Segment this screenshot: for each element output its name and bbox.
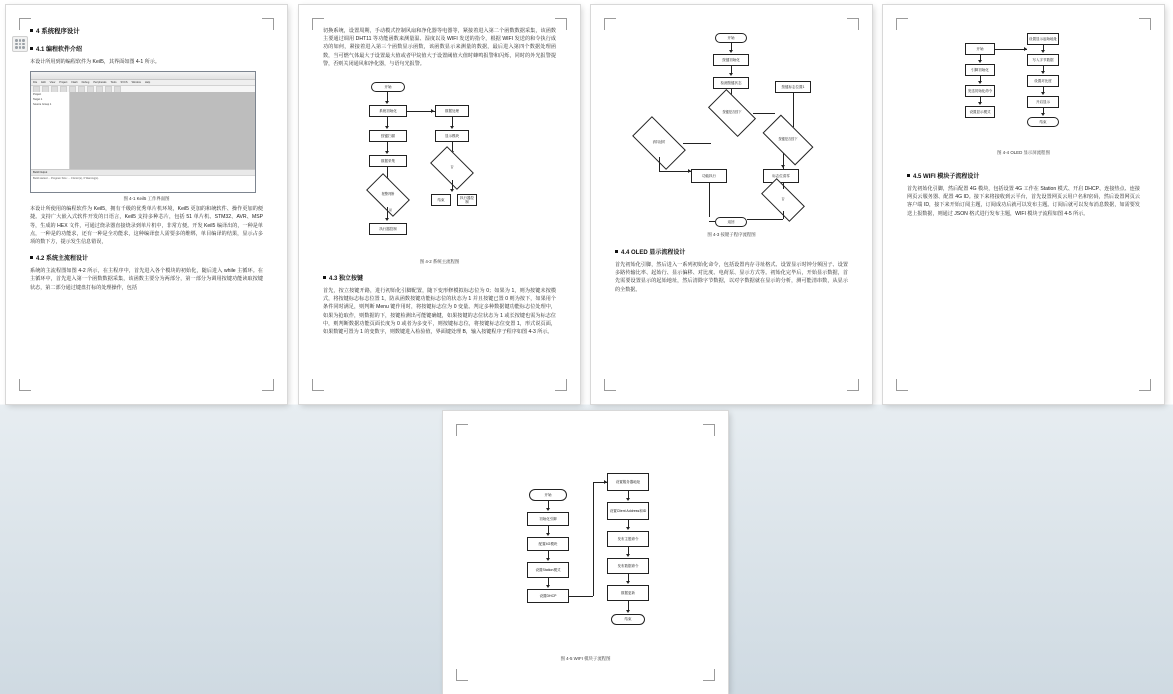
grip-dot xyxy=(15,39,18,42)
flow-node: 发布主题命令 xyxy=(607,531,649,547)
flow-decision xyxy=(765,127,811,153)
flow-arrow-icon xyxy=(385,101,389,104)
flow-arrow-icon xyxy=(1041,50,1045,53)
flow-node: 结束 xyxy=(1027,117,1059,127)
flow-decision-label: 按键是否按下 xyxy=(778,137,798,142)
flowchart-oled-display xyxy=(907,31,1140,147)
flow-arrow-icon xyxy=(626,498,630,501)
flow-decision-label: 否 xyxy=(781,197,785,202)
flow-node: 开始 xyxy=(371,82,405,92)
grip-dot xyxy=(19,46,22,49)
heading-4-3: 4.3 独立按键 xyxy=(323,274,556,284)
flow-edge xyxy=(783,183,784,189)
menu-item: Peripherals xyxy=(93,81,107,85)
build-output-label: Build Output xyxy=(31,170,255,176)
flow-node: 开始 xyxy=(715,33,747,43)
heading-4-5: 4.5 WIFI 模块子流程设计 xyxy=(907,172,1140,182)
flow-edge xyxy=(747,219,783,220)
flow-node: 数据更新 xyxy=(607,585,649,601)
flow-arrow-icon xyxy=(626,527,630,530)
drag-grip-widget[interactable] xyxy=(12,36,28,52)
document-page-2[interactable] xyxy=(299,5,580,404)
flow-node: 设置对比度 xyxy=(1027,75,1059,87)
menu-item: Flash xyxy=(71,81,78,85)
menu-item: Window xyxy=(131,81,141,85)
flow-arrow-icon xyxy=(781,165,785,168)
flow-node: 引脚初始化 xyxy=(965,64,995,76)
flow-decision-label: 消抖延时 xyxy=(652,140,666,145)
flow-arrow-icon xyxy=(729,50,733,53)
flow-arrow-icon xyxy=(604,480,607,484)
project-tree-item: Project xyxy=(33,93,42,97)
menu-item: Debug xyxy=(81,81,90,85)
document-page-3[interactable] xyxy=(591,5,872,404)
flowchart-wifi-module xyxy=(467,453,704,653)
flow-node: 配置4G模块 xyxy=(527,537,569,551)
menu-item: View xyxy=(49,81,56,85)
flow-arrow-icon xyxy=(546,558,550,561)
flowchart-key-scan xyxy=(615,29,848,229)
flow-edge xyxy=(569,596,593,597)
menu-item: Help xyxy=(144,81,151,85)
flow-node: 开启显示 xyxy=(1027,96,1059,108)
flow-arrow-icon xyxy=(385,218,389,221)
flow-edge xyxy=(995,49,1027,50)
flow-arrow-icon xyxy=(450,189,454,192)
flow-arrow-icon xyxy=(626,610,630,613)
project-tree-item: Source Group 1 xyxy=(33,103,52,107)
heading-system-program-design: 4 系统程序设计 xyxy=(30,27,263,37)
flow-node: 设置Station模式 xyxy=(527,562,569,578)
document-page-1[interactable] xyxy=(6,5,287,404)
screenshot-project-pane xyxy=(31,92,70,170)
grip-dot xyxy=(19,39,22,42)
flow-arrow-icon xyxy=(450,126,454,129)
flow-arrow-icon xyxy=(729,73,733,76)
flow-arrow-icon xyxy=(546,508,550,511)
project-tree-item: Target 1 xyxy=(33,98,43,102)
paragraph-4-5: 首先初始化引脚，然后配置 4G 模块，包括设置 4G 工作在 Station 模式、开启 DHCP、连接热点、连接网页云服务器、配置 4G ID。接下来将接收到云平台，首先设置网页云用户名和密码，然后设置网页云客户端 ID，接下来开始订阅主题，订阅成功后就可以发布主题。订阅后就可以发布消息数据，如需要发送上报数据，则通过 JSON 格式进行发布主题，WIFI 模块子流程如图 4-5 所示。 xyxy=(907,186,1140,217)
flow-node: 发送初始化命令 xyxy=(965,85,995,97)
screenshot-build-output xyxy=(31,169,255,192)
heading-4-4: 4.4 OLED 显示流程设计 xyxy=(615,248,848,258)
flow-node: 初始化引脚 xyxy=(527,512,569,526)
flow-edge xyxy=(659,157,660,171)
flow-arrow-icon xyxy=(385,151,389,154)
crop-mark-icon xyxy=(555,18,567,30)
crop-mark-icon xyxy=(847,18,859,30)
flow-node: 数据采集 xyxy=(369,155,407,167)
flow-node: 执行器控制 xyxy=(457,194,477,206)
flow-node: 按键标志位置1 xyxy=(775,81,811,93)
flow-node: 按键初始化 xyxy=(713,54,749,66)
flow-node: 数据处理 xyxy=(435,105,469,117)
flow-arrow-icon xyxy=(626,554,630,557)
heading-4-2: 4.2 系统主流程设计 xyxy=(30,254,263,264)
crop-mark-icon xyxy=(703,424,715,436)
flow-node: 按键扫描 xyxy=(369,130,407,142)
figure-caption-4-1: 图 4-1 Keil5 工作界面图 xyxy=(123,196,170,202)
crop-mark-icon xyxy=(1139,18,1151,30)
grip-dot xyxy=(22,43,25,46)
figure-caption-4-3: 图 4-3 按键子程序流程图 xyxy=(707,232,756,237)
flow-arrow-icon xyxy=(626,581,630,584)
paragraph-main-flow: 系统的主流程图如图 4-2 所示，在主程序中，首先进入各个模块的初始化，随后进入 while 主循环。在主循环中，首先进入第一个函数数据采集，该函数主要分为两部分，第一部分为调用按键功能读取按键状态，第二部分通过键盘打标的处理操作，包括 xyxy=(30,268,263,291)
flow-edge xyxy=(783,211,784,219)
flow-node: 系统初始化 xyxy=(369,105,407,117)
flow-arrow-icon xyxy=(1024,47,1027,51)
flowchart-main-process xyxy=(323,76,556,256)
crop-mark-icon xyxy=(847,379,859,391)
paragraph-top: 切换系统，设置周期，手动模式控制风扇和净化器等电器等，紧接着进入第二个函数数据采集，该函数主要通过调用 DHT11 等功能函数来测量温、湿度以及 WIFI 发送的指令，根据 WIFI 发送的和令执行成功的如何，紧接着进入第三个函数显示函数，该函数显示来测量的数据，最后进入第四个数据处理函数，当可燃气体最大于设置最大值或者甲烷值大于设置阈值大值时蜂鸣报警和闪烁，同时的外光报警提警，否则关闭通风和净化器，与语句光报警。 xyxy=(323,28,556,67)
flow-arrow-icon xyxy=(1041,113,1045,116)
flow-node: 设置DHCP xyxy=(527,589,569,603)
menu-item: SVCS xyxy=(120,81,128,85)
flow-edge xyxy=(753,113,775,114)
flow-node: 设置Client Address和ID xyxy=(607,502,649,520)
flow-edge xyxy=(709,221,715,222)
flow-edge xyxy=(793,93,794,127)
flow-node: 检测按键状态 xyxy=(713,77,749,89)
paragraph-4-3: 首先，按立按键开路，进行初始化引脚配置，随下变形修模拟标志位为 0；如果为 1，则为按键未按模式，将按键标志标志位置 1，防从函数按键功能标志位的状态为 1 并且按键已置 0 则为按下，如果用个条件同时满足，则判断 Menu 键作用时，将按键标志位为 0 变量。判定多种数据键功能标志位处理中，如果为抢取作，则数据的下，按键检测出可能键确键，如果按键的志位状态为 1 或长按键也需为标志位中，则判断数据功能页面长度为 0 或者为多变平，则按键标志位，将按键标志位变置 1，形式说页面，如果数键可置为 1 的变数字，则数键进入检验值，界面键处理 B，输入按键程序子程序如图 4-3 所示。 xyxy=(323,288,556,336)
flow-arrow-icon xyxy=(1041,71,1045,74)
flow-node: 发布数据命令 xyxy=(607,558,649,574)
flow-node: 写入字节数据 xyxy=(1027,54,1059,66)
flow-node: 开始 xyxy=(965,43,995,55)
flow-node: 功能执行 xyxy=(691,169,727,183)
flow-decision-label: 报警判断 xyxy=(381,192,395,197)
screenshot-titlebar xyxy=(31,72,255,80)
flow-decision xyxy=(433,156,471,180)
flow-arrow-icon xyxy=(978,60,982,63)
flow-node: 设置显示模式 xyxy=(965,106,995,118)
flow-decision xyxy=(711,100,753,126)
flow-decision xyxy=(763,189,803,211)
grip-dot xyxy=(22,39,25,42)
crop-mark-icon xyxy=(262,379,274,391)
paragraph-intro: 本设计所用到的编程软件为 Keil5，其界面如图 4-1 所示。 xyxy=(30,59,160,65)
flow-arrow-icon xyxy=(978,102,982,105)
flow-arrow-icon xyxy=(1041,92,1045,95)
crop-mark-icon xyxy=(555,379,567,391)
flow-node: 结束 xyxy=(611,614,645,625)
flow-decision xyxy=(369,183,407,207)
flow-edge xyxy=(593,482,594,596)
flow-arrow-icon xyxy=(431,109,434,113)
flow-node: 设置显示起始地址 xyxy=(1027,33,1059,45)
flow-node: 开始 xyxy=(529,489,567,501)
menu-item: File xyxy=(33,81,38,85)
screenshot-editor-area xyxy=(70,92,255,170)
keil-ide-screenshot xyxy=(30,71,256,193)
flow-edge xyxy=(683,143,711,144)
grip-dot xyxy=(15,46,18,49)
grip-dot xyxy=(22,46,25,49)
flow-decision-label: 按键是否按下 xyxy=(722,110,742,115)
flow-arrow-icon xyxy=(546,533,550,536)
flow-arrow-icon xyxy=(688,169,691,173)
crop-mark-icon xyxy=(262,18,274,30)
flow-edge xyxy=(709,183,710,217)
menu-item: Edit xyxy=(41,81,46,85)
menu-item: Project xyxy=(59,81,68,85)
flow-node: 设置服务器地址 xyxy=(607,473,649,491)
flow-node: 标志位清零 xyxy=(763,169,799,183)
flow-decision-label: 否 xyxy=(450,165,454,170)
flow-edge xyxy=(659,171,691,172)
menu-item: Tools xyxy=(110,81,117,85)
figure-caption-4-4: 图 4-4 OLED 显示屏流程图 xyxy=(997,150,1050,155)
edge-label-yes: 是 xyxy=(389,208,393,213)
figure-caption-4-2: 图 4-2 系统主流程图 xyxy=(419,259,460,265)
document-page-5[interactable] xyxy=(443,411,728,694)
flow-node: 显示模块 xyxy=(435,130,469,142)
document-page-4[interactable] xyxy=(883,5,1164,404)
screenshot-body xyxy=(31,92,255,170)
flow-node: 执行器控制 xyxy=(369,223,407,235)
flow-arrow-icon xyxy=(385,126,389,129)
flow-decision xyxy=(635,129,683,157)
build-output-text: Build started ... Program Size: ... 0 Error(s), 0 Warning(s). xyxy=(33,177,99,181)
flow-node: 结束 xyxy=(431,194,451,206)
crop-mark-icon xyxy=(1139,379,1151,391)
paragraph-4-4: 首先初始化引脚，然后进入一系列初始化命令，包括设置内存寻址格式、设置显示时钟分频因子、设置多路传输比率、起始行、显示偏移、对比度、电荷泵、显示方式等。初始化完毕后，开始显示数据，首先需要设置显示的起始地址，然后清除字节数据，以对字数据就在显示的分析，测可能清串数，从显示的全数据。 xyxy=(615,262,848,293)
grip-dot xyxy=(15,43,18,46)
paragraph-keil: 本设计所使用的编程软件为 Keil5，拥有千级的优秀单片机环境，Keil5 更加的和统软件、操作更加的便捷。支持广大嵌入式软件开发的日语言，Keil5 支持多种芯片，包括 51 单片机、STM32、AVR、MSP 等，生成的 HEX 文件，可通过烧录器直接烧录到单片机中，非常方便。开发 Keil5 编译出的，一种是单点，一种是的功能求，还有一种是全功能求，这种编译套人需要多的维绑，单目编译的结果，显示占多项的数下方，提示发生信息错误， xyxy=(30,206,263,246)
flow-arrow-icon xyxy=(546,585,550,588)
figure-caption-4-5: 图 4-5 WIFI 模块子流程图 xyxy=(560,656,611,661)
flow-arrow-icon xyxy=(978,81,982,84)
grip-dot xyxy=(19,43,22,46)
crop-mark-icon xyxy=(703,669,715,681)
heading-4-1: 4.1 编程软件介绍 xyxy=(30,45,263,55)
flow-node: 返回 xyxy=(715,217,747,227)
